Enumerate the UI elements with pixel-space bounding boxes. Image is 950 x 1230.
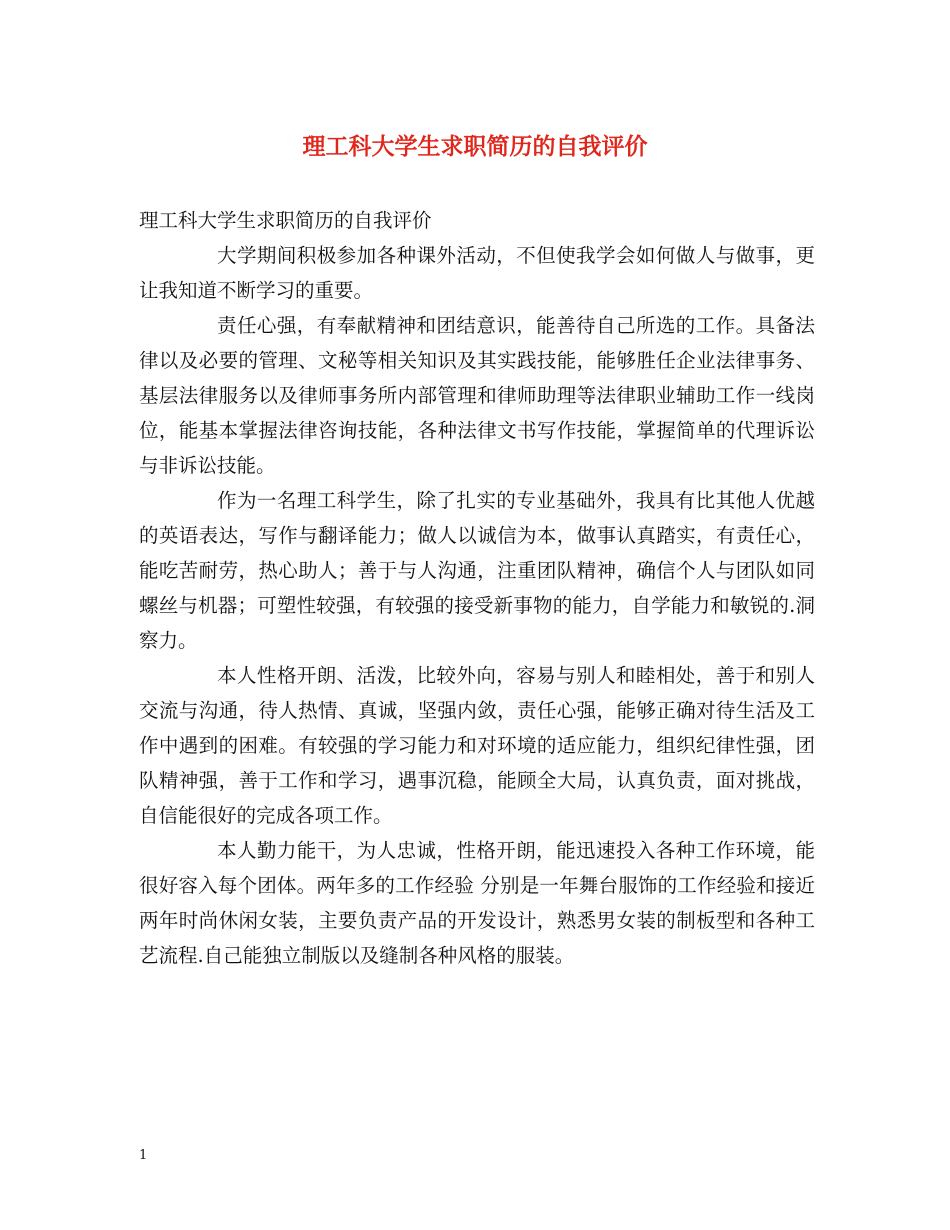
paragraph-activities: 大学期间积极参加各种课外活动，不但使我学会如何做人与做事，更让我知道不断学习的重要。 — [139, 244, 815, 302]
document-title: 理工科大学生求职简历的自我评价 — [302, 133, 648, 160]
document-subtitle: 理工科大学生求职简历的自我评价 — [139, 209, 432, 232]
paragraph-personality: 本人性格开朗、活泼，比较外向，容易与别人和睦相处，善于和别人交流与沟通，待人热情、真诚，坚强内敛，责任心强，能够正确对待生活及工作中遇到的困难。有较强的学习能力和对环境的适应能力，组织纪律性强，团队精神强，善于工作和学习，遇事沉稳，能顾全大局，认真负责，面对挑战，自信能很好的完成各项工作。 — [139, 664, 815, 827]
document-body — [139, 203, 815, 973]
page-number: 1 — [139, 1148, 148, 1163]
paragraph-experience: 本人勤力能干，为人忠诚，性格开朗，能迅速投入各种工作环境，能很好容入每个团体。两年多的工作经验 分别是一年舞台服饰的工作经验和接近两年时尚休闲女装，主要负责产品的开发设计，熟悉男女装的制板型和各种工艺流程.自己能独立制版以及缝制各种风格的服装。 — [139, 839, 815, 967]
paragraph-responsibility: 责任心强，有奉献精神和团结意识，能善待自己所选的工作。具备法律以及必要的管理、文秘等相关知识及其实践技能，能够胜任企业法律事务、基层法律服务以及律师事务所内部管理和律师助理等法律职业辅助工作一线岗位，能基本掌握法律咨询技能，各种法律文书写作技能，掌握简单的代理诉讼与非诉讼技能。 — [139, 314, 815, 477]
paragraph-strengths: 作为一名理工科学生，除了扎实的专业基础外，我具有比其他人优越的英语表达，写作与翻译能力；做人以诚信为本，做事认真踏实，有责任心，能吃苦耐劳，热心助人；善于与人沟通，注重团队精神，确信个人与团队如同螺丝与机器；可塑性较强，有较强的接受新事物的能力，自学能力和敏锐的.洞察力。 — [139, 489, 815, 652]
